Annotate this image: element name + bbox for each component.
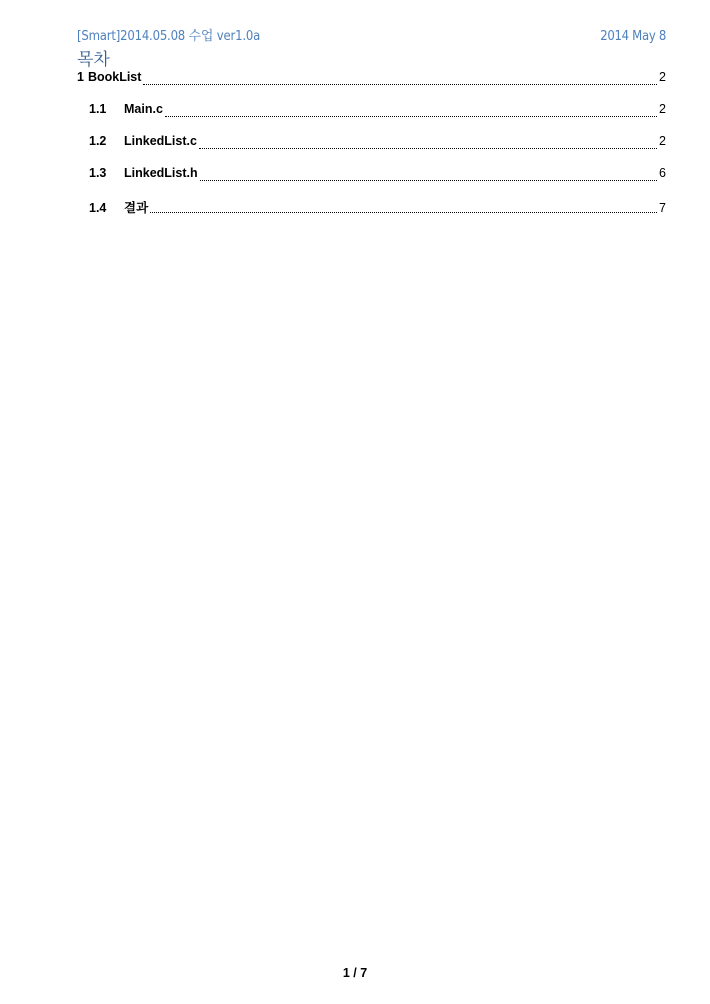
toc-entry[interactable]	[77, 166, 666, 184]
page-number: 1 / 7	[342, 966, 368, 980]
toc-entry-title: BookList	[87, 70, 142, 84]
toc-entry-number: 1.1	[89, 102, 107, 116]
toc-entry-title: 결과	[124, 201, 149, 215]
toc-entry-number: 1.2	[89, 134, 107, 148]
toc-dot-leader	[199, 148, 657, 149]
toc-heading: 목차	[77, 50, 110, 70]
toc-dot-leader	[143, 84, 657, 85]
toc-entry-page: 2	[659, 102, 666, 116]
toc-entry-page: 2	[659, 134, 666, 148]
page-header	[77, 25, 666, 45]
toc-entry-page: 2	[659, 70, 666, 84]
toc-entry-page: 7	[659, 201, 666, 215]
toc-dot-leader	[200, 180, 657, 181]
header-date: 2014 May 8	[600, 29, 666, 44]
toc-entry[interactable]	[77, 102, 666, 120]
toc-entry-number: 1.4	[89, 201, 107, 215]
toc-dot-leader	[165, 116, 657, 117]
toc-entry-number: 1	[77, 70, 84, 84]
toc-entry[interactable]	[77, 198, 666, 216]
toc-entry-title: LinkedList.c	[124, 134, 197, 148]
toc-entry-number: 1.3	[89, 166, 107, 180]
toc-entry[interactable]	[77, 134, 666, 152]
toc-entry[interactable]	[77, 70, 666, 88]
toc-dot-leader	[150, 212, 657, 213]
toc-entry-title: Main.c	[124, 102, 163, 116]
toc-entry-page: 6	[659, 166, 666, 180]
toc-entry-title: LinkedList.h	[124, 166, 198, 180]
header-document-title: [Smart]2014.05.08 수업 ver1.0a	[77, 29, 261, 44]
